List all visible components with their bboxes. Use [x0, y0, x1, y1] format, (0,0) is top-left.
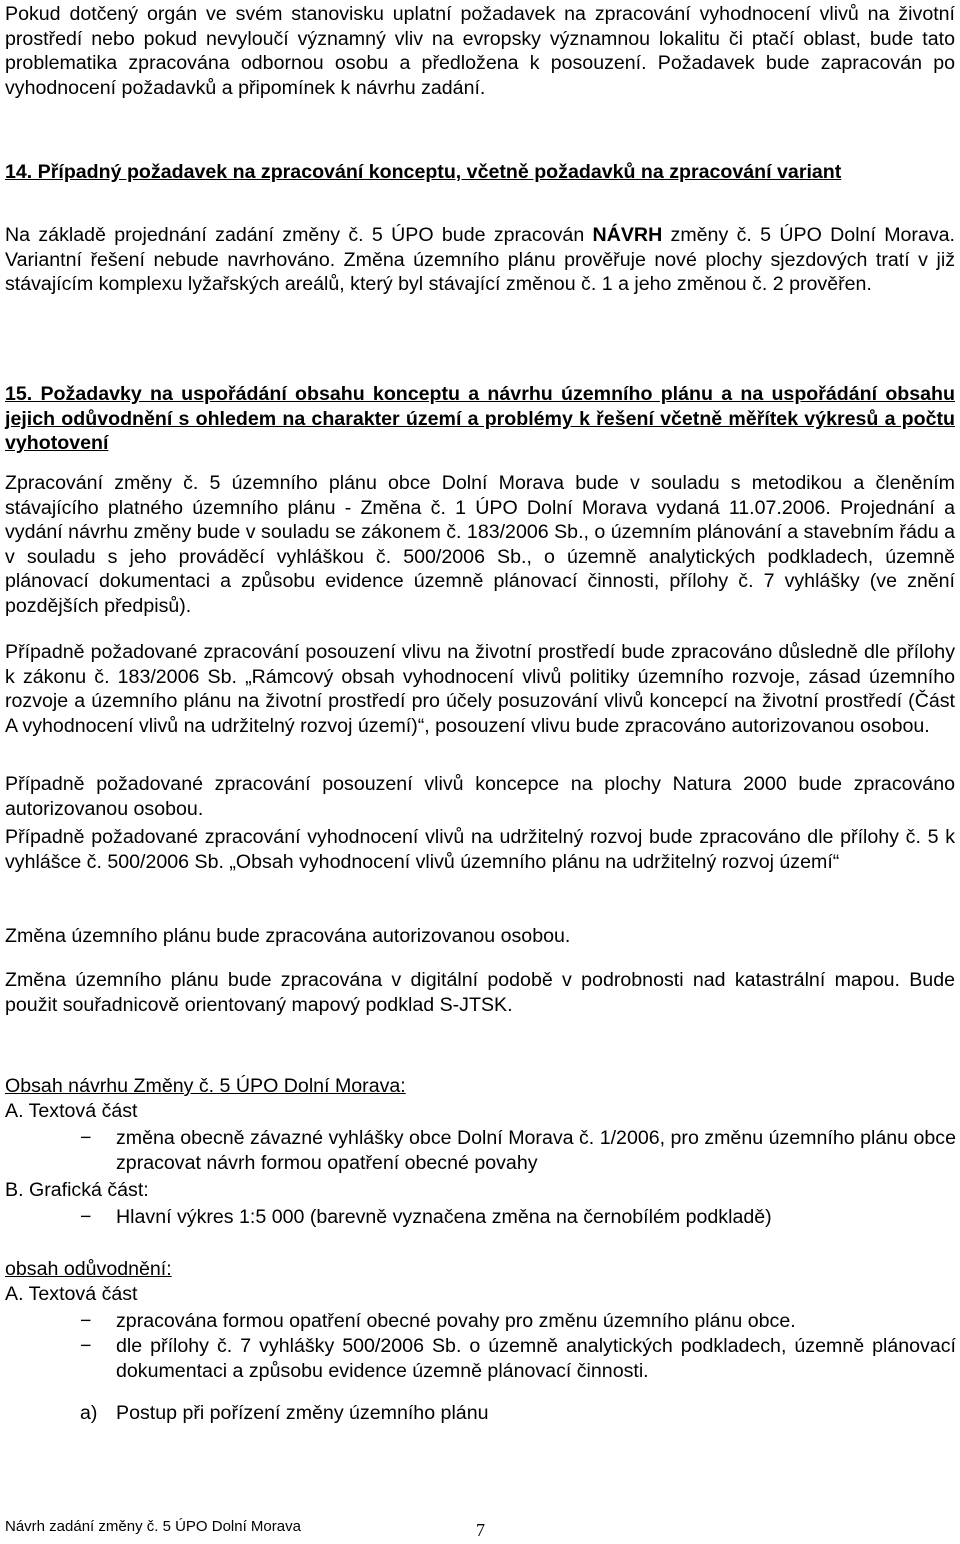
dash-bullet: −: [80, 1310, 92, 1332]
content-list-a-item: změna obecně závazné vyhlášky obce Dolní Morava č. 1/2006, pro změnu územního plánu obce zpracovat návrh formou opatření obecné povahy: [116, 1127, 956, 1174]
justification-a-label: A. Textová část: [5, 1283, 138, 1305]
section-14-body-start: Na základě projednání zadání změny č. 5 ÚPO bude zpracován: [5, 224, 593, 246]
justification-sub-text: Postup při pořízení změny územního plánu: [116, 1402, 489, 1424]
justification-sub-label: a): [80, 1402, 98, 1424]
justification-heading: obsah odůvodnění:: [5, 1258, 172, 1280]
section-15-paragraph-5: Změna územního plánu bude zpracována autorizovanou osobou.: [5, 925, 571, 947]
dash-bullet: −: [80, 1335, 92, 1357]
content-list-b-item: Hlavní výkres 1:5 000 (barevně vyznačena změna na černobílém podkladě): [116, 1206, 772, 1228]
justification-item-2: dle přílohy č. 7 vyhlášky 500/2006 Sb. o územně analytických podkladech, územně plánovací dokumentaci a způsobu evidence územně plánovací činnosti.: [116, 1335, 956, 1382]
section-15-heading: [5, 382, 955, 456]
section-15-heading-text: 15. Požadavky na uspořádání obsahu konceptu a návrhu územního plánu a na uspořádání obsahu jejich odůvodnění s ohledem na charakter území a problémy k řešení včetně měřítek výkresů a počtu vyhotovení: [5, 383, 955, 455]
section-15-paragraph-2: Případně požadované zpracování posouzení vlivu na životní prostředí bude zpracováno důsledně dle přílohy k zákonu č. 183/2006 Sb. „Rámcový obsah vyhodnocení vlivů politiky územního rozvoje, zásad územního rozvoje a územního plánu na životní prostředí pro účely posuzování vlivů koncepcí na životní prostředí (Část A vyhodnocení vlivů na udržitelný rozvoj území)“, posouzení vlivu bude zpracováno autorizovanou osobou.: [5, 641, 955, 737]
section-15-paragraph-3: Případně požadované zpracování posouzení vlivů koncepce na plochy Natura 2000 bude zpracováno autorizovanou osobou.: [5, 773, 955, 820]
page-number: 7: [476, 1520, 485, 1540]
section-14-body-bold: NÁVRH: [592, 224, 663, 246]
section-15-paragraph-6: Změna územního plánu bude zpracována v digitální podobě v podrobnosti nad katastrální mapou. Bude použit souřadnicově orientovaný mapový podklad S-JTSK.: [5, 969, 955, 1016]
section-14-heading-text: 14. Případný požadavek na zpracování konceptu, včetně požadavků na zpracování variant: [5, 161, 842, 183]
intro-paragraph: Pokud dotčený orgán ve svém stanovisku uplatní požadavek na zpracování vyhodnocení vlivů na životní prostředí nebo pokud nevyloučí významný vliv na evropsky významnou lokalitu či ptačí oblast, bude tato problematika zpracována odbornou osobu a předložena k posouzení. Požadavek bude zapracován po vyhodnocení požadavků a připomínek k návrhu zadání.: [5, 3, 955, 99]
content-list-heading: Obsah návrhu Změny č. 5 ÚPO Dolní Morava:: [5, 1075, 406, 1097]
section-14-heading: [5, 160, 955, 185]
justification-item-1: zpracována formou opatření obecné povahy pro změnu územního plánu obce.: [116, 1310, 796, 1332]
section-14-body-end: změny č. 5 ÚPO Dolní Morava. Variantní řešení nebude navrhováno. Změna územního plánu prověřuje nové plochy sjezdových tratí v již stávajícím komplexu lyžařských areálů, který byl stávající změnou č. 1 a jeho změnou č. 2 prověřen.: [5, 224, 955, 296]
dash-bullet: −: [80, 1127, 92, 1149]
content-list-b-label: B. Grafická část:: [5, 1179, 149, 1201]
section-15-paragraph-4: Případně požadované zpracování vyhodnocení vlivů na udržitelný rozvoj bude zpracováno dle přílohy č. 5 k vyhlášce č. 500/2006 Sb. „Obsah vyhodnocení vlivů územního plánu na udržitelný rozvoj území“: [5, 826, 955, 873]
section-14-body: [5, 223, 955, 297]
footer-text: Návrh zadání změny č. 5 ÚPO Dolní Morava: [5, 1518, 301, 1535]
section-15-paragraph-1: Zpracování změny č. 5 územního plánu obce Dolní Morava bude v souladu s metodikou a členěním stávajícího platného územního plánu - Změna č. 1 ÚPO Dolní Morava vydaná 11.07.2006. Projednání a vydání návrhu změny bude v souladu se zákonem č. 183/2006 Sb., o územním plánování a stavebním řádu a v souladu s jeho prováděcí vyhláškou č. 500/2006 Sb., o územně analytických podkladech, územně plánovací dokumentaci a způsobu evidence územně plánovací činnosti, přílohy č. 7 vyhlášky (ve znění pozdějších předpisů).: [5, 472, 955, 617]
dash-bullet: −: [80, 1206, 92, 1228]
content-list-a-label: A. Textová část: [5, 1100, 138, 1122]
